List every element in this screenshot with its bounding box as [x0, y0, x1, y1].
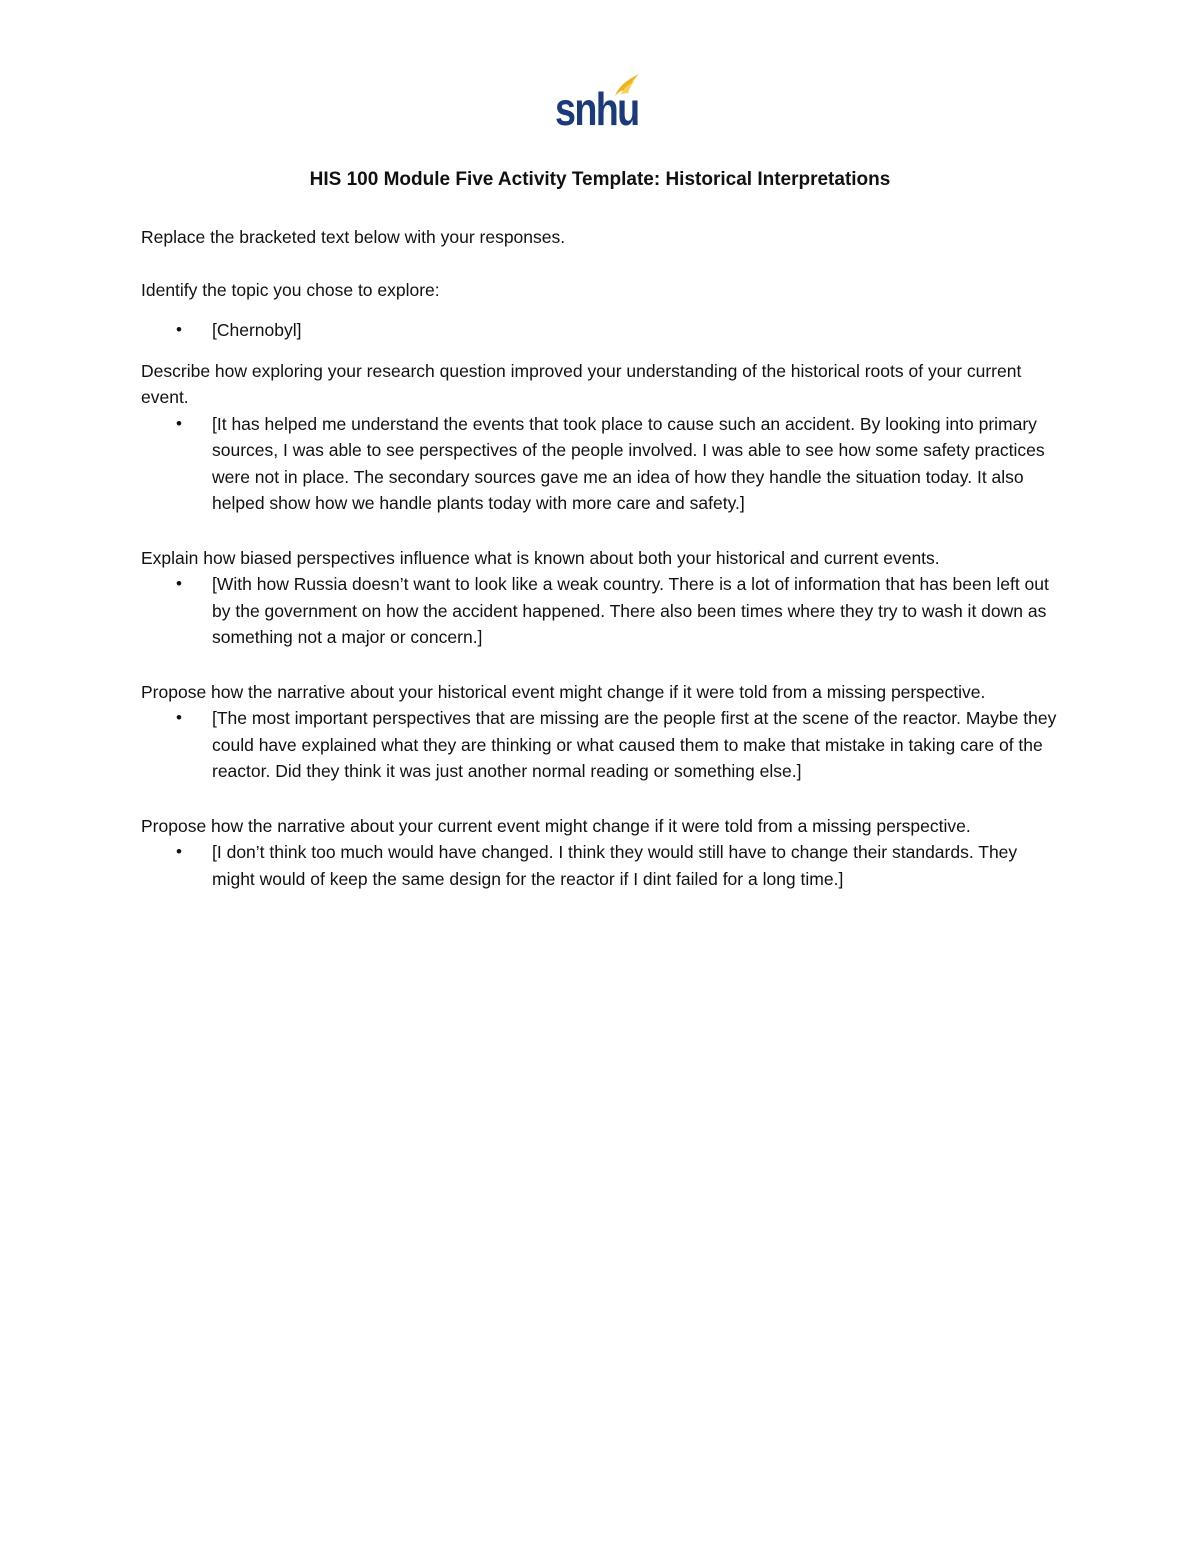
- prompt-research-question: Describe how exploring your research question improved your understanding of the historical roots of your current event.: [141, 360, 1022, 407]
- response-text: [Chernobyl]: [212, 320, 302, 340]
- response-text: [I don’t think too much would have changed. I think they would still have to change their standards. They might would of keep the same design for the reactor if I dint failed for a long time.]: [212, 842, 1018, 889]
- bullet-icon: •: [176, 413, 182, 433]
- response-biased-perspectives: [141, 571, 1061, 651]
- response-current-missing-perspective: [141, 839, 1061, 892]
- bullet-icon: •: [176, 574, 182, 593]
- response-text: [It has helped me understand the events that took place to cause such an accident. By looking into primary sources, I was able to see perspectives of the people involved. I was able to see how some safety practices were not in place. The secondary sources gave me an idea of how they handle the situation today. It also helped show how we handle plants today with more care and safety.]: [212, 413, 1045, 513]
- logo-wordmark: snhu: [555, 83, 639, 135]
- prompt-biased-perspectives: Explain how biased perspectives influence what is known about both your historical and current events.: [141, 547, 940, 568]
- response-research-question: [141, 411, 1061, 517]
- prompt-current-missing-perspective: Propose how the narrative about your current event might change if it were told from a missing perspective.: [141, 815, 971, 836]
- prompt-historical-missing-perspective: Propose how the narrative about your historical event might change if it were told from a missing perspective.: [141, 681, 986, 702]
- response-text: [The most important perspectives that are missing are the people first at the scene of the reactor. Maybe they could have explained what they are thinking or what caused them to make that mistake in taking care of the reactor. Did they think it was just another normal reading or something else.]: [212, 708, 1057, 781]
- document-title: HIS 100 Module Five Activity Template: Historical Interpretations: [309, 169, 891, 190]
- response-historical-missing-perspective: [141, 705, 1061, 785]
- instructions-text: Replace the bracketed text below with your responses.: [141, 227, 566, 247]
- document-body: [141, 224, 1061, 892]
- response-text: [With how Russia doesn’t want to look like a weak country. There is a lot of information that has been left out by the government on how the accident happened. There also been times where they try to wash it down as something not a major or concern.]: [212, 574, 1049, 647]
- bullet-icon: •: [176, 320, 182, 339]
- response-topic: [141, 317, 1061, 344]
- bullet-icon: •: [176, 842, 182, 861]
- bullet-icon: •: [176, 708, 182, 727]
- snhu-logo: [553, 72, 643, 134]
- prompt-topic: Identify the topic you chose to explore:: [141, 279, 440, 300]
